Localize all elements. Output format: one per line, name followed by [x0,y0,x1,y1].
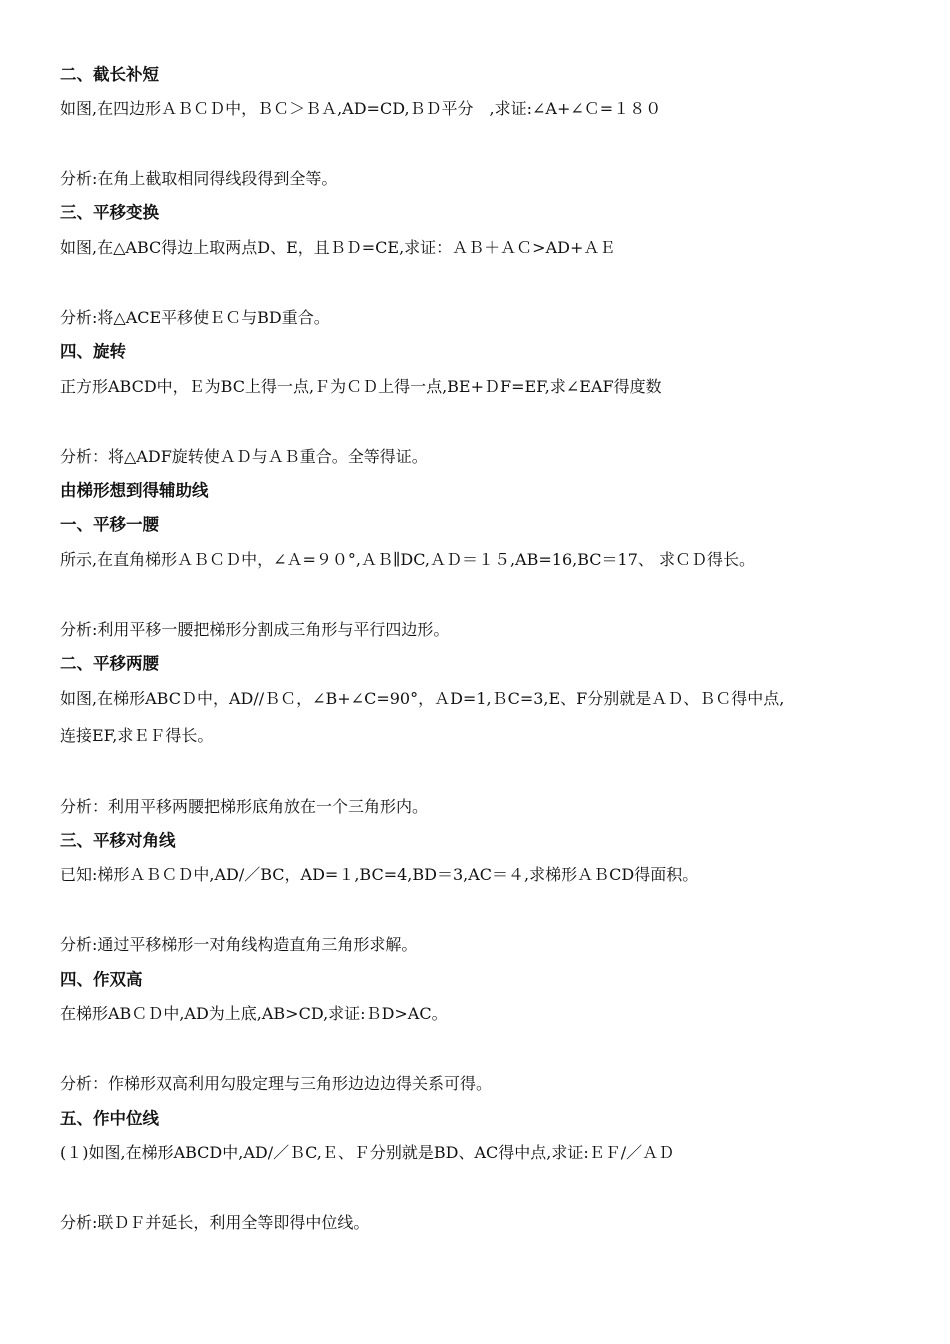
analysis-text: 分析：将△ADF旋转使ＡＤ与ＡＢ重合。全等得证。 [60,447,428,466]
problem-text: 如图,在四边形ＡＢＣＤ中，ＢＣ＞ＢＡ,AD=CD,ＢＤ平分 ,求证:∠A+∠Ｃ=１８０ [60,99,662,118]
analysis-text: 分析:联ＤＦ并延长，利用全等即得中位线。 [60,1213,370,1232]
section-heading-pingyiyiyao: 一、平移一腰 [60,515,159,534]
section-heading-zuoshuanggao: 四、作双高 [60,970,143,989]
analysis-text: 分析：作梯形双高利用勾股定理与三角形边边边得关系可得。 [60,1074,493,1093]
problem-text: 已知:梯形ＡＢＣＤ中,AD/／BC，AD=１,BC=4,BD＝3,AC＝４,求梯形ＡＢCD得面积。 [60,865,699,884]
analysis-text: 分析:利用平移一腰把梯形分割成三角形与平行四边形。 [60,620,450,639]
section-heading-pingyiduijiaoxian: 三、平移对角线 [60,831,176,850]
section-heading-pingyiliangyao: 二、平移两腰 [60,654,159,673]
problem-text-continued: 连接EF,求ＥＦ得长。 [60,726,214,745]
problem-text: 在梯形ABＣＤ中,AD为上底,AB>CD,求证:ＢD>AC。 [60,1004,448,1023]
problem-text: 正方形ABCD中，Ｅ为BC上得一点,Ｆ为ＣＤ上得一点,BE+ＤF=EF,求∠EAF得度数 [60,377,662,396]
analysis-text: 分析:将△ACE平移使ＥＣ与BD重合。 [60,308,330,327]
problem-text: 所示,在直角梯形ＡＢＣＤ中，∠Ａ=９０°,ＡＢ∥DC,ＡＤ＝１５,AB=16,BC＝17、 求ＣＤ得长。 [60,550,755,569]
analysis-text: 分析:在角上截取相同得线段得到全等。 [60,169,338,188]
problem-text: 如图,在△ABC得边上取两点D、E，且ＢＤ=CE,求证：ＡＢ＋ＡＣ>AD+ＡＥ [60,238,616,257]
section-heading-jiechangbuduan: 二、截长补短 [60,65,159,84]
section-heading-pingyibianhuan: 三、平移变换 [60,203,159,222]
section-heading-xuanzhuan: 四、旋转 [60,342,126,361]
problem-text: (１)如图,在梯形ABCD中,AD/／ＢC,Ｅ、Ｆ分别就是BD、AC得中点,求证:ＥＦ/／ＡＤ [60,1143,675,1162]
section-heading-zuozhongweixian: 五、作中位线 [60,1109,159,1128]
problem-text: 如图,在梯形ABCＤ中，AD//ＢＣ，∠B+∠C=90°，ＡD=1,ＢC=3,E、F分别就是ＡＤ、ＢＣ得中点, [60,689,785,708]
chapter-heading-tixing: 由梯形想到得辅助线 [60,481,209,500]
analysis-text: 分析:通过平移梯形一对角线构造直角三角形求解。 [60,935,418,954]
analysis-text: 分析：利用平移两腰把梯形底角放在一个三角形内。 [60,797,429,816]
